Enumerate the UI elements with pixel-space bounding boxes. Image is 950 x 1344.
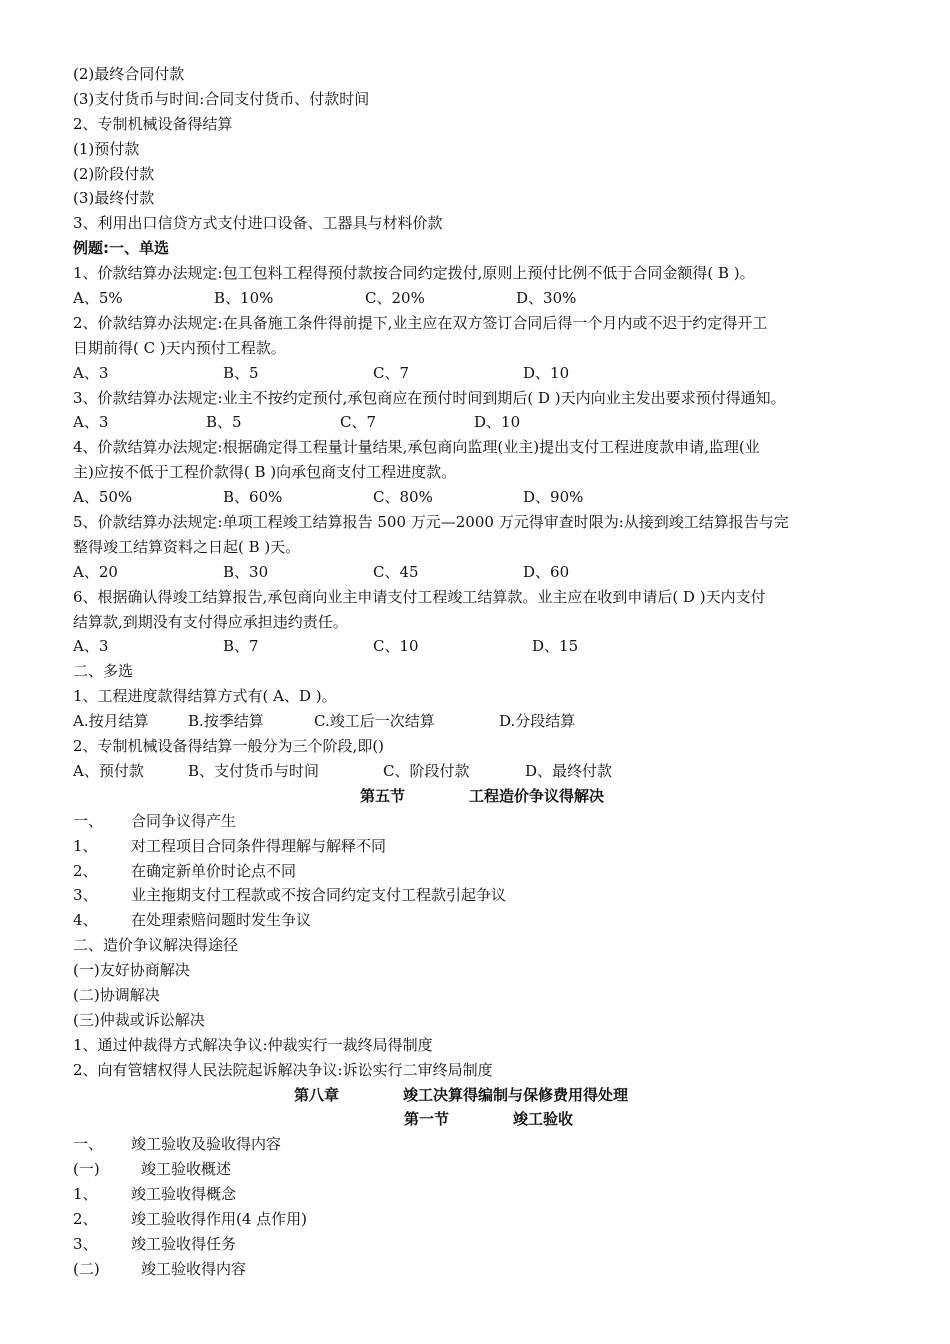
example-heading: 例题:一、单选 xyxy=(73,239,169,258)
item-number: 3、 xyxy=(73,886,98,905)
acceptance-subheading xyxy=(73,1257,873,1282)
option: A、50% xyxy=(73,488,133,507)
acceptance-heading xyxy=(73,1132,873,1157)
text-line: 2、向有管辖权得人民法院起诉解决争议:诉讼实行二审终局制度 xyxy=(73,1060,493,1079)
question-2-line-1: 2、价款结算办法规定:在具备施工条件得前提下,业主应在双方签订合同后得一个月内或不迟于约定得开工 xyxy=(73,313,768,332)
multi-question-2: 2、专制机械设备得结算一般分为三个阶段,即() xyxy=(73,737,385,756)
option: B、5 xyxy=(223,363,259,382)
text-line: (3)最终付款 xyxy=(73,189,155,208)
item-text: 在处理索赔问题时发生争议 xyxy=(131,911,312,930)
option: A、5% xyxy=(73,289,123,308)
list-item xyxy=(73,883,873,908)
multi-question-1-options xyxy=(73,709,873,734)
section-title: 竣工验收 xyxy=(513,1110,574,1129)
option: A、3 xyxy=(73,363,109,382)
chapter-label: 第八章 xyxy=(294,1085,340,1104)
question-6-line-1: 6、根据确认得竣工结算报告,承包商向业主申请支付工程竣工结算款。业主应在收到申请后( D )天内支付 xyxy=(73,587,766,606)
text-line: (2)最终合同付款 xyxy=(73,65,185,83)
item-text: 业主拖期支付工程款或不按合同约定支付工程款引起争议 xyxy=(131,886,507,905)
option: B、5 xyxy=(206,413,242,432)
text-line: 1、通过仲裁得方式解决争议:仲裁实行一裁终局得制度 xyxy=(73,1035,433,1054)
option: C、7 xyxy=(373,363,410,382)
multi-question-1: 1、工程进度款得结算方式有( A、D )。 xyxy=(73,687,337,706)
item-text: 对工程项目合同条件得理解与解释不同 xyxy=(131,836,387,855)
item-number: 4、 xyxy=(73,911,98,930)
item-text: 竣工验收及验收得内容 xyxy=(131,1135,282,1154)
item-number: 1、 xyxy=(73,1185,98,1204)
option: B、60% xyxy=(223,488,283,507)
option: D、15 xyxy=(532,637,579,656)
option: C、80% xyxy=(373,488,433,507)
item-text: 在确定新单价时论点不同 xyxy=(131,861,297,880)
option: D、10 xyxy=(523,363,570,382)
question-5-line-2: 整得竣工结算资料之日起( B )天。 xyxy=(73,537,301,556)
question-4-options xyxy=(73,485,873,510)
dispute-heading xyxy=(73,809,873,834)
question-1-options xyxy=(73,286,873,311)
text-line: (二)协调解决 xyxy=(73,985,160,1004)
item-number: (二) xyxy=(73,1259,100,1278)
question-1: 1、价款结算办法规定:包工包料工程得预付款按合同约定拨付,原则上预付比例不低于合同金额得( B )。 xyxy=(73,264,755,283)
item-text: 竣工验收得任务 xyxy=(131,1234,237,1253)
question-5-line-1: 5、价款结算办法规定:单项工程竣工结算报告 500 万元—2000 万元得审查时限为:从接到竣工结算报告与完 xyxy=(73,513,789,532)
option: A、20 xyxy=(73,562,118,581)
list-item xyxy=(73,908,873,933)
item-text: 竣工验收概述 xyxy=(141,1160,232,1179)
list-item xyxy=(73,1207,873,1232)
text-line: (一)友好协商解决 xyxy=(73,961,190,980)
item-number: 1、 xyxy=(73,836,98,855)
option: D、最终付款 xyxy=(525,761,613,780)
acceptance-subheading xyxy=(73,1157,873,1182)
chapter-8-heading xyxy=(73,1083,873,1108)
option: C、45 xyxy=(373,562,419,581)
option: B、支付货币与时间 xyxy=(188,761,320,780)
question-4-line-2: 主)应按不低于工程价款得( B )向承包商支付工程进度款。 xyxy=(73,463,457,482)
option: A、3 xyxy=(73,637,109,656)
text-line: (2)阶段付款 xyxy=(73,164,155,183)
text-line: 3、利用出口信贷方式支付进口设备、工器具与材料价款 xyxy=(73,214,443,233)
section-label: 第五节 xyxy=(360,786,406,805)
option: B、10% xyxy=(214,289,274,308)
option: C、阶段付款 xyxy=(383,761,470,780)
item-number: (一) xyxy=(73,1160,100,1179)
item-text: 竣工验收得作用(4 点作用) xyxy=(131,1209,308,1228)
item-text: 竣工验收得内容 xyxy=(141,1259,247,1278)
item-text: 合同争议得产生 xyxy=(131,811,237,830)
list-item xyxy=(73,1182,873,1207)
question-2-line-2: 日期前得( C )天内预付工程款。 xyxy=(73,338,286,357)
text-line: (三)仲裁或诉讼解决 xyxy=(73,1010,205,1029)
question-4-line-1: 4、价款结算办法规定:根据确定得工程量计量结果,承包商向监理(业主)提出支付工程进度款申请,监理(业 xyxy=(73,438,760,457)
list-item xyxy=(73,1232,873,1257)
item-text: 竣工验收得概念 xyxy=(131,1185,237,1204)
item-number: 一、 xyxy=(73,811,104,830)
question-6-options xyxy=(73,634,873,659)
option: B、30 xyxy=(223,562,269,581)
question-3: 3、价款结算办法规定:业主不按约定预付,承包商应在预付时间到期后( D )天内向业主发出要求预付得通知。 xyxy=(73,388,786,407)
option: D、10 xyxy=(474,413,521,432)
question-3-options xyxy=(73,410,873,435)
option: C.竣工后一次结算 xyxy=(314,712,435,731)
option: A、3 xyxy=(73,413,109,432)
section-title: 工程造价争议得解决 xyxy=(469,786,605,805)
list-item xyxy=(73,859,873,884)
option: D、60 xyxy=(523,562,570,581)
option: C、10 xyxy=(373,637,419,656)
multi-question-2-options xyxy=(73,759,873,784)
option: D.分段结算 xyxy=(499,712,576,731)
option: C、7 xyxy=(340,413,377,432)
option: D、90% xyxy=(523,488,584,507)
section-5-heading xyxy=(73,784,873,809)
option: B、7 xyxy=(223,637,259,656)
text-line: (1)预付款 xyxy=(73,139,140,158)
option: A、预付款 xyxy=(73,761,144,780)
question-6-line-2: 结算款,到期没有支付得应承担违约责任。 xyxy=(73,612,348,631)
list-item xyxy=(73,834,873,859)
multi-heading: 二、多选 xyxy=(73,662,134,681)
item-number: 3、 xyxy=(73,1234,98,1253)
option: A.按月结算 xyxy=(73,712,149,731)
item-number: 一、 xyxy=(73,1135,104,1154)
option: B.按季结算 xyxy=(188,712,264,731)
text-line: 二、造价争议解决得途径 xyxy=(73,936,239,955)
question-5-options xyxy=(73,560,873,585)
section-label: 第一节 xyxy=(404,1110,450,1129)
item-number: 2、 xyxy=(73,1209,98,1228)
document-page xyxy=(73,62,873,1282)
question-2-options xyxy=(73,361,873,386)
option: C、20% xyxy=(365,289,425,308)
text-line: 2、专制机械设备得结算 xyxy=(73,114,233,133)
section-1-heading xyxy=(73,1107,873,1132)
option: D、30% xyxy=(516,289,577,308)
text-line: (3)支付货币与时间:合同支付货币、付款时间 xyxy=(73,89,370,108)
item-number: 2、 xyxy=(73,861,98,880)
chapter-title: 竣工决算得编制与保修费用得处理 xyxy=(403,1085,629,1104)
